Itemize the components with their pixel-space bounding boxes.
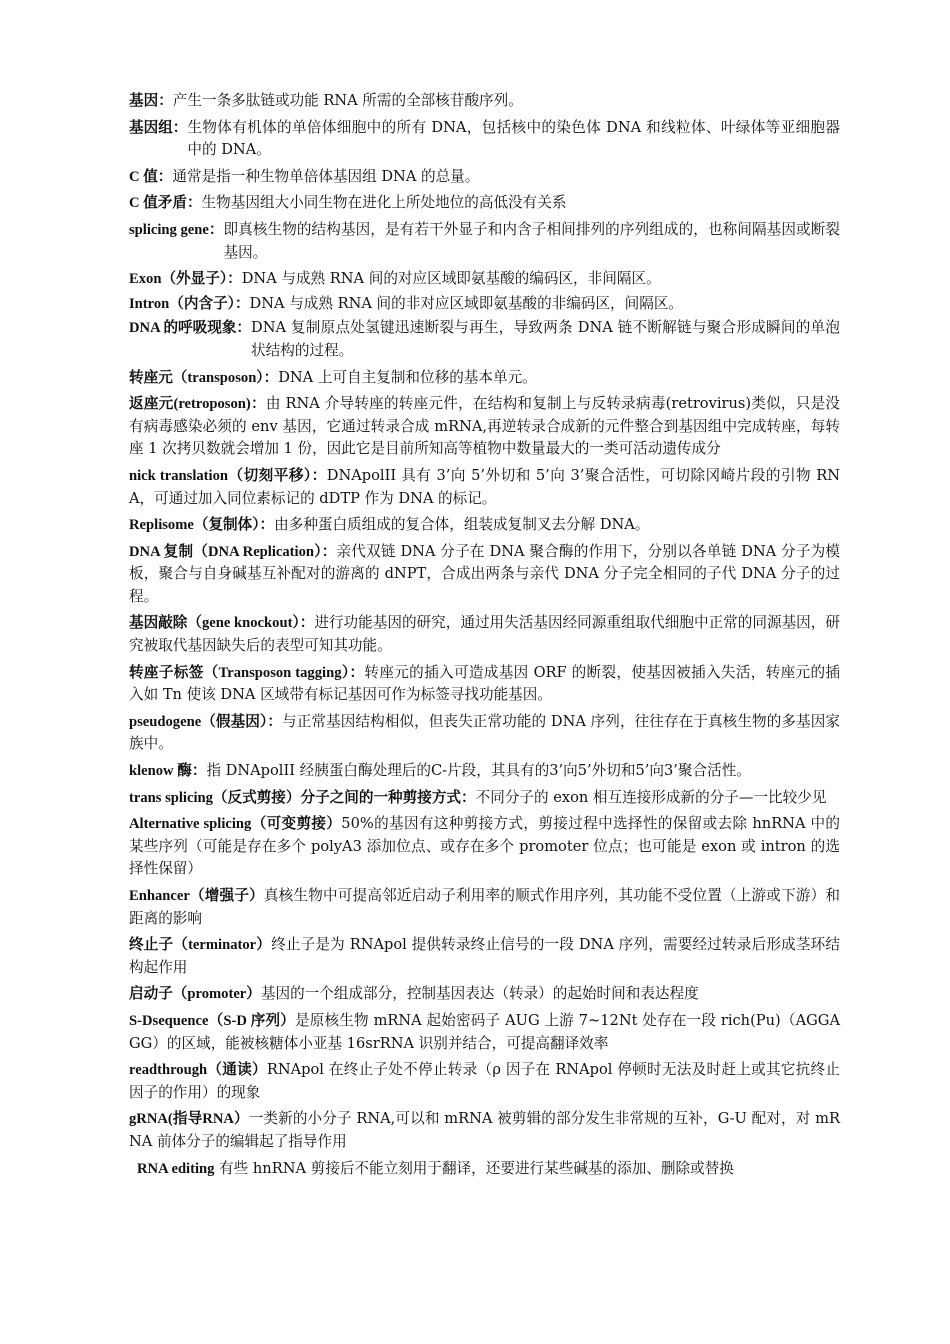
- entry-replisome: [129, 514, 840, 537]
- definition: 真核生物中可提高邻近启动子利用率的顺式作用序列，其功能不受位置（上游或下游）和距离的影响: [129, 887, 841, 927]
- entry-rna-editing: [129, 1158, 840, 1181]
- definition: 生物基因组大小同生物在进化上所处地位的高低没有关系: [201, 194, 567, 212]
- definition: 转座元的插入可造成基因 ORF 的断裂，使基因被插入失活，转座元的插入如 Tn 使该 DNA 区域带有标记基因可作为标签寻找功能基因。: [129, 663, 840, 704]
- definition: 由 RNA 介导转座的转座元件，在结构和复制上与反转录病毒(retrovirus)类似，只是没有病毒感染必须的 env 基因，它通过转录合成 mRNA,再逆转录合成新的元件整合到基因组中完成转座，每转座 1 次拷贝数就会增加 1 份，因此它是目前所知高等植物中数量最大的一类可活动遗传成分: [129, 395, 840, 458]
- definition: DNA 与成熟 RNA 间的对应区域即氨基酸的编码区，非间隔区。: [241, 270, 661, 288]
- definition: 基因的一个组成部分，控制基因表达（转录）的起始时间和表达程度: [260, 985, 699, 1003]
- definition: DNA 上可自主复制和位移的基本单元。: [278, 368, 537, 386]
- definition: 即真核生物的结构基因，是有若干外显子和内含子相间排列的序列组成的，也称间隔基因或断裂基因。: [223, 220, 840, 261]
- entry-transposon-tagging: [129, 662, 840, 707]
- entry-splicing-gene: [129, 219, 840, 264]
- definition: DNA 复制原点处氢键迅速断裂与再生，导致两条 DNA 链不断解链与聚合形成瞬间的单泡状结构的过程。: [251, 319, 840, 359]
- term: S-Dsequence（S-D 序列）: [129, 1012, 295, 1029]
- entry-dna-breathing: [129, 317, 840, 362]
- term: trans splicing（反式剪接）分子之间的一种剪接方式：: [129, 789, 476, 806]
- entry-gene: [129, 90, 840, 113]
- definition: 指 DNApolII 经胰蛋白酶处理后的C-片段，其具有的3’向5’外切和5’向3’聚合活性。: [206, 762, 751, 780]
- term: 转座元（transposon）：: [129, 369, 279, 386]
- definition: DNA 与成熟 RNA 间的非对应区域即氨基酸的非编码区，间隔区。: [249, 294, 684, 312]
- term: Intron（内含子）：: [129, 295, 250, 312]
- definition: 进行功能基因的研究，通过用失活基因经同源重组取代细胞中正常的同源基因，研究被取代基因缺失后的表型可知其功能。: [129, 614, 840, 655]
- definition: 有些 hnRNA 剪接后不能立刻用于翻译，还要进行某些碱基的添加、删除或替换: [219, 1159, 734, 1177]
- entry-terminator: [129, 934, 840, 979]
- definition: 由多种蛋白质组成的复合体，组装成复制叉去分解 DNA。: [274, 516, 650, 534]
- term: DNA 的呼吸现象：: [129, 320, 252, 337]
- entry-gene-knockout: [129, 612, 840, 657]
- term: Enhancer（增强子）: [129, 888, 264, 904]
- entry-trans-splicing: [129, 787, 840, 810]
- entry-pseudogene: [129, 711, 840, 756]
- definition: 通常是指一种生物单倍体基因组 DNA 的总量。: [172, 167, 480, 185]
- term: pseudogene（假基因）：: [129, 713, 283, 730]
- entry-sd-sequence: [129, 1010, 840, 1055]
- term: Replisome（复制体）：: [129, 517, 275, 534]
- term: RNA editing: [137, 1160, 215, 1177]
- entry-enhancer: [129, 885, 840, 930]
- term: 启动子（promoter）: [129, 986, 261, 1003]
- definition: 一类新的小分子 RNA,可以和 mRNA 被剪辑的部分发生非常规的互补，G-U 配对，对 mRNA 前体分子的编辑起了指导作用: [129, 1110, 840, 1150]
- term: readthrough（通读）: [129, 1062, 267, 1079]
- definition: 生物体有机体的单倍体细胞中的所有 DNA，包括核中的染色体 DNA 和线粒体、叶绿体等亚细胞器中的 DNA。: [187, 118, 840, 159]
- definition: 不同分子的 exon 相互连接形成新的分子—一比较少见: [475, 788, 827, 806]
- term: C 值矛盾：: [129, 195, 202, 212]
- term: 基因组：: [129, 119, 188, 136]
- entry-klenow: [129, 760, 840, 783]
- entry-alternative-splicing: [129, 813, 840, 881]
- definition: 50%的基因有这种剪接方式，剪接过程中选择性的保留或去除 hnRNA 中的某些序列（可能是存在多个 polyA3 添加位点、或存在多个 promoter 位点；也可能是 exon 或 intron 的选择性保留）: [129, 815, 840, 878]
- definition: DNApolII 具有 3’向 5’外切和 5’向 3’聚合活性，可切除冈崎片段的引物 RNA，可通过加入同位素标记的 dDTP 作为 DNA 的标记。: [129, 466, 841, 507]
- definition: 亲代双链 DNA 分子在 DNA 聚合酶的作用下，分别以各单链 DNA 分子为模板，聚合与自身碱基互补配对的游离的 dNPT，合成出两条与亲代 DNA 分子完全相同的子代 DNA 分子的过程。: [129, 542, 840, 605]
- term: klenow 酶：: [129, 763, 207, 780]
- entry-retroposon: [129, 393, 840, 461]
- definition: 是原核生物 mRNA 起始密码子 AUG 上游 7~12Nt 处存在一段 rich(Pu)（AGGAGG）的区域，能被核糖体小亚基 16srRNA 识别并结合，可提高翻译效率: [129, 1011, 840, 1052]
- definition: 与正常基因结构相似，但丧失正常功能的 DNA 序列，往往存在于真核生物的多基因家族中。: [129, 712, 841, 753]
- term: Exon（外显子）：: [129, 271, 242, 288]
- term: Alternative splicing（可变剪接）: [129, 816, 342, 833]
- term: DNA 复制（DNA Replication）：: [129, 543, 337, 560]
- entry-transposon: [129, 367, 840, 390]
- term: 转座子标签（Transposon tagging）：: [129, 664, 365, 681]
- entry-nick-translation: [129, 465, 840, 510]
- term: splicing gene：: [129, 221, 224, 238]
- entry-exon: [129, 268, 840, 291]
- entry-genome: [129, 117, 840, 162]
- term: 终止子（terminator）: [129, 937, 272, 954]
- entry-readthrough: [129, 1059, 840, 1104]
- definition: RNApol 在终止子处不停止转录（ρ 因子在 RNApol 停顿时无法及时赶上或其它抗终止因子的作用）的现象: [129, 1061, 840, 1101]
- definition: 终止子是为 RNApol 提供转录终止信号的一段 DNA 序列，需要经过转录后形成茎环结构起作用: [129, 936, 840, 976]
- entry-intron: [129, 293, 840, 316]
- term: gRNA(指导RNA）: [129, 1111, 249, 1128]
- term: 基因：: [129, 93, 173, 109]
- term: 基因敲除（gene knockout）：: [129, 615, 315, 632]
- entry-c-value-paradox: [129, 192, 840, 215]
- term: C 值：: [129, 168, 173, 185]
- entry-promoter: [129, 983, 840, 1006]
- definition: 产生一条多肽链或功能 RNA 所需的全部核苷酸序列。: [172, 92, 523, 109]
- entry-dna-replication: [129, 541, 840, 609]
- entry-c-value: [129, 166, 840, 189]
- term: nick translation（切刻平移）：: [129, 467, 327, 484]
- entry-grna: [129, 1108, 840, 1153]
- document-page: [129, 90, 840, 1184]
- term: 返座元(retroposon)：: [129, 396, 266, 413]
